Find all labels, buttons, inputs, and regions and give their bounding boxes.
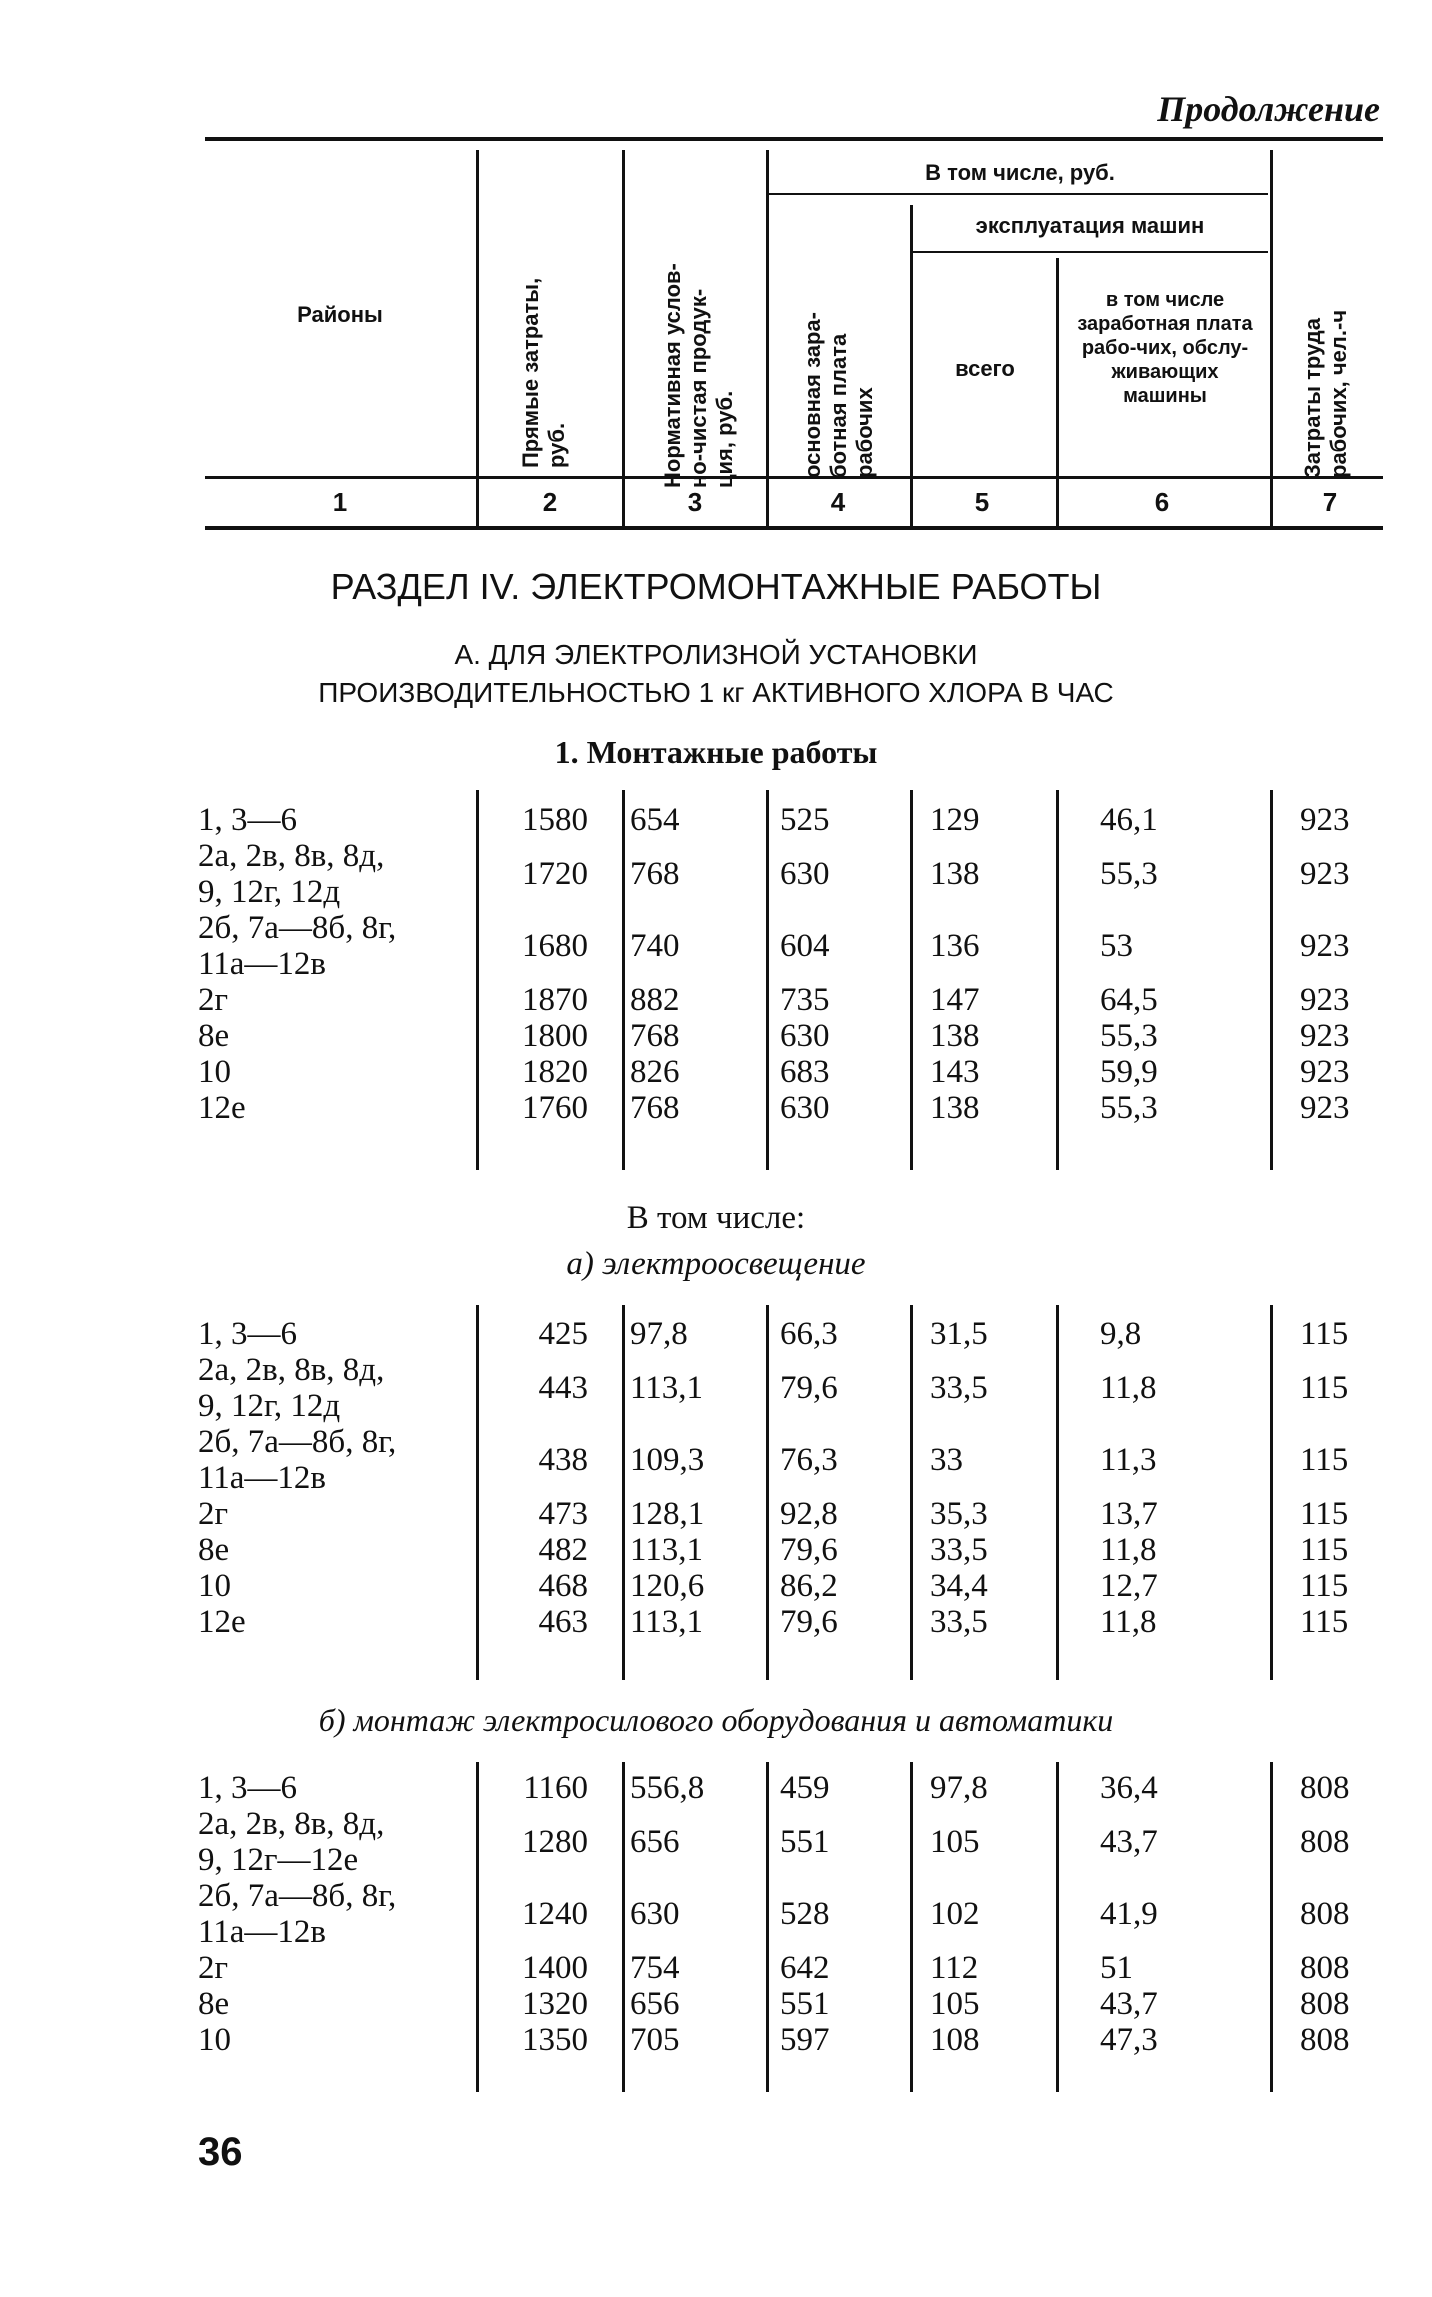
- table-cell: 33,5: [930, 1370, 988, 1406]
- table-cell: 138: [930, 856, 980, 892]
- header-direct-costs: Прямые затраты, руб.: [518, 277, 569, 468]
- table-cell: 79,6: [780, 1532, 838, 1568]
- district-label: 2б, 7а—8б, 8г,: [198, 910, 397, 946]
- district-label: 2г: [198, 982, 229, 1018]
- table-cell: 923: [1300, 982, 1350, 1018]
- header-total: всего: [955, 356, 1015, 381]
- table-cell: 808: [1300, 2022, 1350, 2058]
- table-cell: 115: [1300, 1496, 1349, 1532]
- table-cell: 138: [930, 1090, 980, 1126]
- table-cell: 97,8: [930, 1770, 988, 1806]
- header-machine-operation: эксплуатация машин: [975, 213, 1205, 238]
- table-cell: 43,7: [1100, 1824, 1158, 1860]
- table-cell: 551: [780, 1986, 830, 2022]
- district-label: 1, 3—6: [198, 1770, 297, 1806]
- table-cell: 604: [780, 928, 830, 964]
- column-number-2: 2: [542, 487, 558, 517]
- table-cell: 754: [630, 1950, 680, 1986]
- body-divider: [766, 790, 769, 1170]
- table-cell: 473: [538, 1496, 588, 1532]
- table-cell: 76,3: [780, 1442, 838, 1478]
- table-cell: 597: [780, 2022, 830, 2058]
- header-divider: [476, 150, 479, 526]
- district-label: 10: [198, 1054, 231, 1090]
- table-cell: 34,4: [930, 1568, 988, 1604]
- district-label: 2б, 7а—8б, 8г,: [198, 1424, 397, 1460]
- column-number-5: 5: [974, 487, 990, 517]
- table-cell: 43,7: [1100, 1986, 1158, 2022]
- district-label: 12е: [198, 1604, 246, 1640]
- table-cell: 525: [780, 802, 830, 838]
- table-cell: 9,8: [1100, 1316, 1142, 1352]
- table-cell: 468: [538, 1568, 588, 1604]
- table-cell: 53: [1100, 928, 1133, 964]
- header-divider: [1056, 258, 1059, 526]
- table-cell: 1680: [522, 928, 588, 964]
- table-cell: 59,9: [1100, 1054, 1158, 1090]
- body-divider: [622, 1762, 625, 2092]
- body-divider: [766, 1762, 769, 2092]
- table-cell: 33,5: [930, 1604, 988, 1640]
- district-label: 2а, 2в, 8в, 8д,: [198, 1806, 385, 1842]
- body-divider: [766, 1305, 769, 1680]
- table-cell: 463: [538, 1604, 588, 1640]
- table-cell: 138: [930, 1018, 980, 1054]
- table-cell: 105: [930, 1824, 980, 1860]
- table-cell: 923: [1300, 1018, 1350, 1054]
- body-divider: [910, 1305, 913, 1680]
- numbers-bottom-rule: [205, 526, 1383, 530]
- part-b-title: б) монтаж электросилового оборудования и автоматики: [318, 1702, 1114, 1738]
- subsection-line-1: А. ДЛЯ ЭЛЕКТРОЛИЗНОЙ УСТАНОВКИ: [454, 639, 978, 670]
- table-cell: 11,3: [1100, 1442, 1157, 1478]
- table-cell: 923: [1300, 802, 1350, 838]
- table-cell: 630: [780, 1018, 830, 1054]
- table-cell: 31,5: [930, 1316, 988, 1352]
- header-including-group: В том числе, руб.: [925, 160, 1115, 185]
- table-cell: 656: [630, 1824, 680, 1860]
- table-cell: 443: [538, 1370, 588, 1406]
- table-cell: 115: [1300, 1604, 1349, 1640]
- group-rule: [768, 193, 1268, 195]
- table-cell: 55,3: [1100, 856, 1158, 892]
- table-cell: 768: [630, 856, 680, 892]
- district-label-continued: 11а—12в: [198, 1914, 327, 1950]
- table-cell: 551: [780, 1824, 830, 1860]
- table-cell: 1720: [522, 856, 588, 892]
- header-divider: [622, 150, 625, 526]
- section-title: РАЗДЕЛ IV. ЭЛЕКТРОМОНТАЖНЫЕ РАБОТЫ: [330, 566, 1102, 607]
- column-number-7: 7: [1322, 487, 1338, 517]
- header-divider: [1270, 150, 1273, 526]
- table-cell: 47,3: [1100, 2022, 1158, 2058]
- table-cell: 740: [630, 928, 680, 964]
- table-cell: 115: [1300, 1316, 1349, 1352]
- table-cell: 438: [538, 1442, 588, 1478]
- table-cell: 112: [930, 1950, 979, 1986]
- table-cell: 97,8: [630, 1316, 688, 1352]
- table-cell: 129: [930, 802, 980, 838]
- table-cell: 113,1: [630, 1604, 704, 1640]
- header-districts: Районы: [297, 302, 383, 327]
- body-divider: [622, 790, 625, 1170]
- table-cell: 115: [1300, 1442, 1349, 1478]
- table-cell: 1160: [523, 1770, 588, 1806]
- column-number-1: 1: [332, 487, 348, 517]
- table-cell: 113,1: [630, 1370, 704, 1406]
- table-cell: 630: [630, 1896, 680, 1932]
- body-divider: [1270, 1305, 1273, 1680]
- district-label-continued: 9, 12г, 12д: [198, 874, 341, 910]
- header-labor-costs: Затраты труда рабочих, чел.-ч: [1300, 309, 1351, 478]
- table-cell: 808: [1300, 1824, 1350, 1860]
- table-cell: 630: [780, 1090, 830, 1126]
- table-cell: 55,3: [1100, 1090, 1158, 1126]
- table-cell: 128,1: [630, 1496, 705, 1532]
- table-cell: 1350: [522, 2022, 588, 2058]
- part1-title: 1. Монтажные работы: [554, 734, 878, 770]
- table-cell: 115: [1300, 1568, 1349, 1604]
- district-label: 8е: [198, 1986, 230, 2022]
- header-machine-wages: в том числе заработная плата рабо-чих, обслу-живающих машины: [1077, 289, 1253, 407]
- header-bottom-rule: [205, 476, 1383, 479]
- table-cell: 808: [1300, 1986, 1350, 2022]
- table-cell: 33,5: [930, 1532, 988, 1568]
- subsection-title: [0, 636, 1432, 712]
- table-cell: 556,8: [630, 1770, 705, 1806]
- table-cell: 1280: [522, 1824, 588, 1860]
- district-label: 2а, 2в, 8в, 8д,: [198, 1352, 385, 1388]
- column-number-4: 4: [830, 487, 846, 517]
- district-label: 10: [198, 1568, 231, 1604]
- body-divider: [910, 790, 913, 1170]
- district-label: 1, 3—6: [198, 1316, 297, 1352]
- table-cell: 1240: [522, 1896, 588, 1932]
- district-label: 8е: [198, 1018, 230, 1054]
- column-number-3: 3: [687, 487, 703, 517]
- table-cell: 147: [930, 982, 980, 1018]
- table-cell: 808: [1300, 1896, 1350, 1932]
- body-divider: [622, 1305, 625, 1680]
- table-cell: 36,4: [1100, 1770, 1158, 1806]
- table-cell: 143: [930, 1054, 980, 1090]
- table-cell: 51: [1100, 1950, 1133, 1986]
- table-cell: 656: [630, 1986, 680, 2022]
- header-divider: [766, 150, 769, 526]
- table-cell: 923: [1300, 1090, 1350, 1126]
- table-cell: 1800: [522, 1018, 588, 1054]
- table-cell: 654: [630, 802, 680, 838]
- subgroup-rule: [912, 251, 1268, 253]
- table-cell: 79,6: [780, 1370, 838, 1406]
- table-cell: 13,7: [1100, 1496, 1158, 1532]
- table-cell: 705: [630, 2022, 680, 2058]
- column-number-6: 6: [1154, 487, 1170, 517]
- table-cell: 768: [630, 1090, 680, 1126]
- district-label: 2г: [198, 1950, 229, 1986]
- table-cell: 115: [1300, 1532, 1349, 1568]
- table-cell: 108: [930, 2022, 980, 2058]
- table-cell: 11,8: [1100, 1604, 1157, 1640]
- header-top-rule: [205, 137, 1383, 141]
- table-cell: 1320: [522, 1986, 588, 2022]
- body-divider: [1056, 1305, 1059, 1680]
- table-cell: 66,3: [780, 1316, 838, 1352]
- body-divider: [1270, 1762, 1273, 2092]
- table-cell: 92,8: [780, 1496, 838, 1532]
- table-cell: 808: [1300, 1950, 1350, 1986]
- including-label: В том числе:: [626, 1200, 806, 1236]
- body-divider: [1056, 790, 1059, 1170]
- district-label: 2а, 2в, 8в, 8д,: [198, 838, 385, 874]
- table-cell: 768: [630, 1018, 680, 1054]
- table-cell: 105: [930, 1986, 980, 2022]
- header-divider: [910, 205, 913, 526]
- table-cell: 735: [780, 982, 830, 1018]
- table-cell: 11,8: [1100, 1532, 1157, 1568]
- table-cell: 33: [930, 1442, 963, 1478]
- district-label: 1, 3—6: [198, 802, 297, 838]
- table-cell: 1870: [522, 982, 588, 1018]
- table-cell: 1400: [522, 1950, 588, 1986]
- table-cell: 630: [780, 856, 830, 892]
- table-cell: 826: [630, 1054, 680, 1090]
- table-cell: 46,1: [1100, 802, 1158, 838]
- district-label: 2г: [198, 1496, 229, 1532]
- header-net-production: Нормативная услов- но-чистая продук- ция, руб.: [660, 263, 737, 488]
- table-cell: 64,5: [1100, 982, 1158, 1018]
- table-cell: 482: [538, 1532, 588, 1568]
- district-label-continued: 11а—12в: [198, 946, 327, 982]
- part-a-title: а) электроосвещение: [566, 1246, 866, 1282]
- table-cell: 55,3: [1100, 1018, 1158, 1054]
- district-label: 10: [198, 2022, 231, 2058]
- table-cell: 120,6: [630, 1568, 705, 1604]
- page-number: 36: [198, 2130, 243, 2174]
- table-cell: 683: [780, 1054, 830, 1090]
- table-cell: 425: [538, 1316, 588, 1352]
- table-cell: 41,9: [1100, 1896, 1158, 1932]
- subsection-line-2: ПРОИЗВОДИТЕЛЬНОСТЬЮ 1 кг АКТИВНОГО ХЛОРА В ЧАС: [318, 677, 1114, 708]
- table-cell: 923: [1300, 856, 1350, 892]
- table-cell: 528: [780, 1896, 830, 1932]
- table-cell: 1760: [522, 1090, 588, 1126]
- table-cell: 115: [1300, 1370, 1349, 1406]
- district-label: 12е: [198, 1090, 246, 1126]
- table-cell: 882: [630, 982, 680, 1018]
- table-cell: 923: [1300, 928, 1350, 964]
- body-divider: [910, 1762, 913, 2092]
- table-cell: 86,2: [780, 1568, 838, 1604]
- district-label-continued: 11а—12в: [198, 1460, 327, 1496]
- table-cell: 79,6: [780, 1604, 838, 1640]
- table-cell: 136: [930, 928, 980, 964]
- table-cell: 459: [780, 1770, 830, 1806]
- table-cell: 11,8: [1100, 1370, 1157, 1406]
- table-cell: 642: [780, 1950, 830, 1986]
- table-cell: 923: [1300, 1054, 1350, 1090]
- table-cell: 1580: [522, 802, 588, 838]
- table-cell: 109,3: [630, 1442, 705, 1478]
- header-base-wage: основная зара- ботная плата рабочих: [800, 312, 877, 478]
- district-label: 8е: [198, 1532, 230, 1568]
- table-cell: 1820: [522, 1054, 588, 1090]
- district-label-continued: 9, 12г, 12д: [198, 1388, 341, 1424]
- body-divider: [1056, 1762, 1059, 2092]
- table-cell: 35,3: [930, 1496, 988, 1532]
- district-label-continued: 9, 12г—12е: [198, 1842, 359, 1878]
- table-cell: 808: [1300, 1770, 1350, 1806]
- table-cell: 12,7: [1100, 1568, 1158, 1604]
- continuation-label: Продолжение: [1157, 89, 1380, 129]
- table-cell: 113,1: [630, 1532, 704, 1568]
- body-divider: [1270, 790, 1273, 1170]
- table-cell: 102: [930, 1896, 980, 1932]
- district-label: 2б, 7а—8б, 8г,: [198, 1878, 397, 1914]
